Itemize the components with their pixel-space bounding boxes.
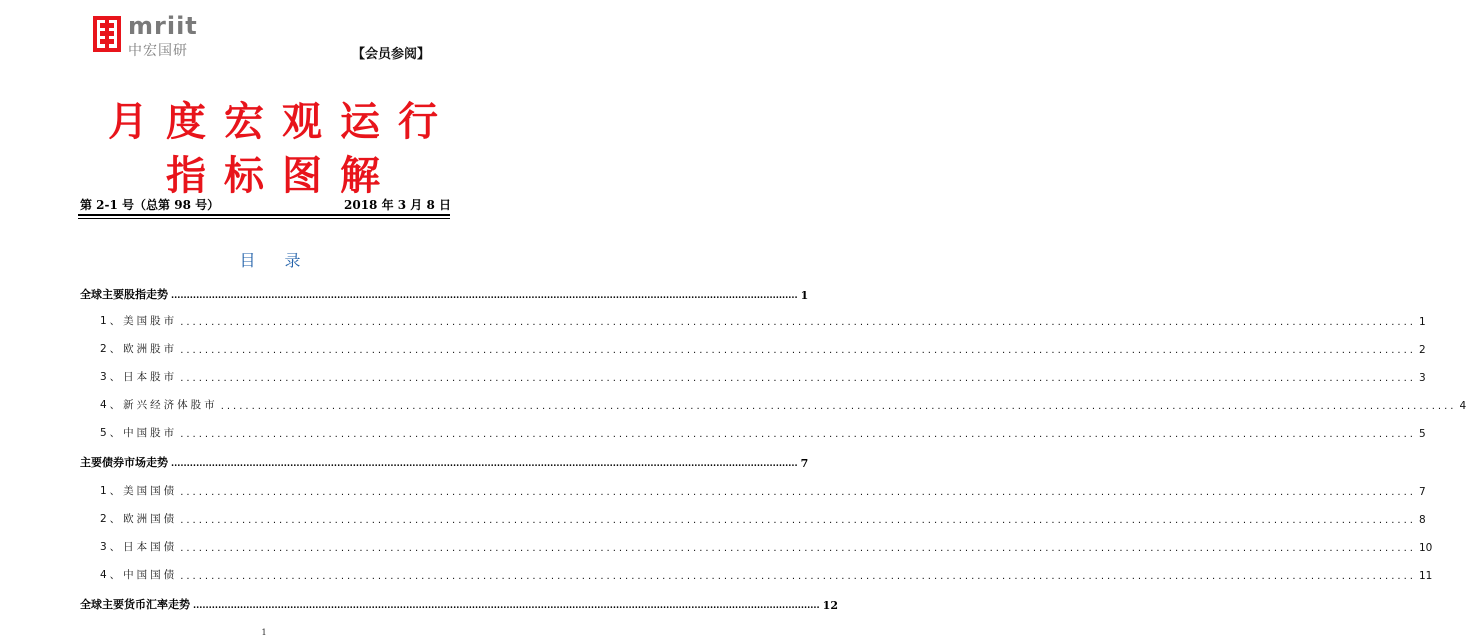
toc-subsection-entry[interactable] xyxy=(80,340,1426,356)
toc-leader-dots: ........................................................................................................................................................................................................ xyxy=(180,515,1416,526)
toc-entry-label: 4、中国国债 xyxy=(100,569,178,581)
page-number: 1 xyxy=(261,628,267,637)
toc-entry-label: 3、日本国债 xyxy=(100,541,178,553)
toc-subsection-entry[interactable] xyxy=(80,396,1466,412)
header-rule-thin xyxy=(78,218,450,219)
toc-leader-dots: ........................................................................................................................................................................................................ xyxy=(193,601,820,611)
toc-entry-page: 4 xyxy=(1459,400,1466,412)
toc-subsection-entry[interactable] xyxy=(80,510,1426,526)
toc-leader-dots: ........................................................................................................................................................................................................ xyxy=(180,429,1416,440)
member-tag: 【会员参阅】 xyxy=(352,47,431,62)
toc-subsection-entry[interactable] xyxy=(80,482,1426,498)
toc-leader-dots: ........................................................................................................................................................................................................ xyxy=(180,571,1416,582)
toc-leader-dots: ........................................................................................................................................................................................................ xyxy=(220,401,1457,412)
report-title-line1: 月度宏观运行 xyxy=(108,99,456,145)
toc-entry-page: 2 xyxy=(1418,344,1426,356)
toc-subsection-entry[interactable] xyxy=(80,368,1426,384)
toc-leader-dots: ........................................................................................................................................................................................................ xyxy=(171,291,798,301)
toc-entry-page: 7 xyxy=(1418,486,1426,498)
logo-mark-icon xyxy=(92,14,122,54)
toc-entry-page: 10 xyxy=(1418,542,1433,554)
toc-section-entry[interactable] xyxy=(80,454,809,470)
toc-entry-label: 1、美国股市 xyxy=(100,315,178,327)
toc-leader-dots: ........................................................................................................................................................................................................ xyxy=(180,487,1416,498)
toc-subsection-entry[interactable] xyxy=(80,566,1433,582)
toc-subsection-entry[interactable] xyxy=(80,538,1433,554)
toc-entry-label: 全球主要货币汇率走势 xyxy=(80,598,190,611)
toc-entry-label: 主要债券市场走势 xyxy=(80,456,168,469)
toc-entry-label: 2、欧洲股市 xyxy=(100,343,178,355)
toc-entry-page: 1 xyxy=(1418,316,1426,328)
toc-subsection-entry[interactable] xyxy=(80,424,1426,440)
toc-heading: 目 录 xyxy=(239,251,313,270)
toc-entry-page: 12 xyxy=(822,599,838,612)
toc-section-entry[interactable] xyxy=(80,286,809,302)
toc-entry-label: 4、新兴经济体股市 xyxy=(100,399,218,411)
toc-entry-page: 3 xyxy=(1418,372,1426,384)
toc-leader-dots: ........................................................................................................................................................................................................ xyxy=(180,317,1416,328)
toc-entry-page: 1 xyxy=(800,289,809,302)
issue-date: 2018 年 3 月 8 日 xyxy=(344,198,451,212)
logo-subtext: 中宏国研 xyxy=(128,43,188,59)
toc-entry-page: 7 xyxy=(800,457,809,470)
logo-name: mriit xyxy=(128,12,198,40)
toc-entry-label: 全球主要股指走势 xyxy=(80,288,168,301)
toc-entry-page: 11 xyxy=(1418,570,1433,582)
toc-leader-dots: ........................................................................................................................................................................................................ xyxy=(180,373,1416,384)
header-rule-thick xyxy=(78,214,450,216)
toc-entry-label: 2、欧洲国债 xyxy=(100,513,178,525)
toc-entry-label: 5、中国股市 xyxy=(100,427,178,439)
toc-entry-label: 1、美国国债 xyxy=(100,485,178,497)
toc-entry-page: 8 xyxy=(1418,514,1426,526)
report-title-line2: 指标图解 xyxy=(166,153,398,199)
toc-leader-dots: ........................................................................................................................................................................................................ xyxy=(180,543,1416,554)
toc-leader-dots: ........................................................................................................................................................................................................ xyxy=(180,345,1416,356)
issue-number: 第 2-1 号（总第 98 号） xyxy=(80,198,220,212)
toc-subsection-entry[interactable] xyxy=(80,312,1426,328)
toc-section-entry[interactable] xyxy=(80,596,838,612)
toc-entry-page: 5 xyxy=(1418,428,1426,440)
toc-entry-label: 3、日本股市 xyxy=(100,371,178,383)
toc-leader-dots: ........................................................................................................................................................................................................ xyxy=(171,459,798,469)
mriit-logo xyxy=(92,12,212,59)
